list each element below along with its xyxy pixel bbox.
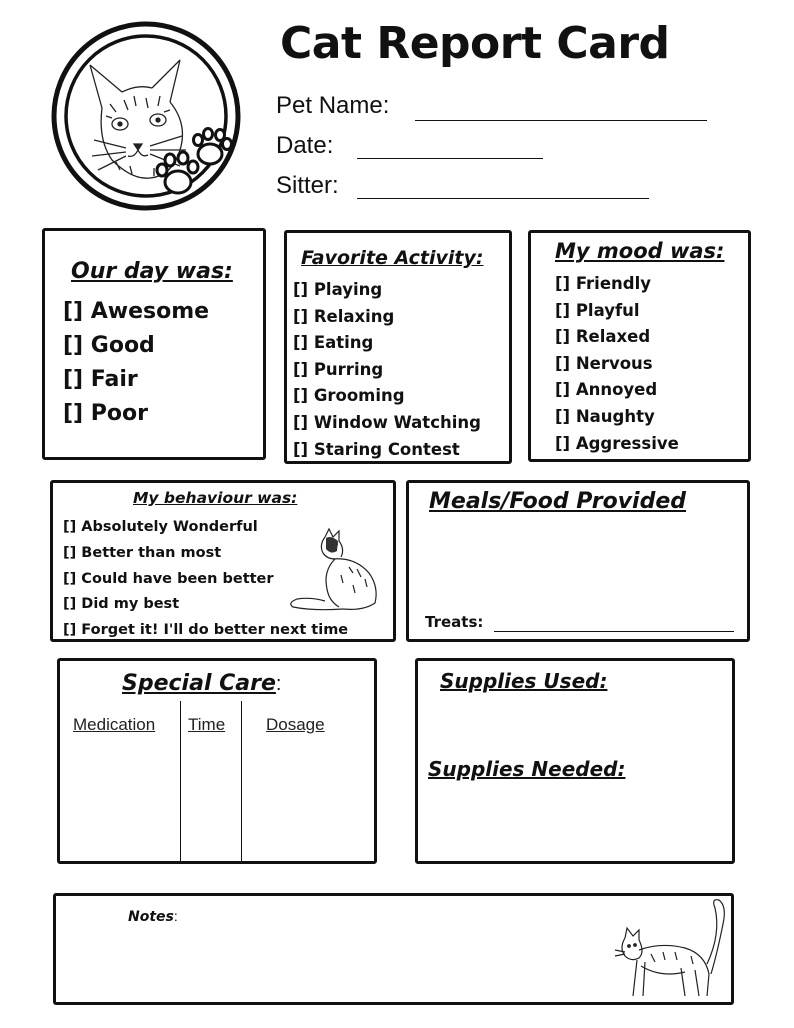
notes-box bbox=[53, 893, 734, 1005]
meals-box bbox=[406, 480, 750, 642]
treats-label: Treats: bbox=[425, 613, 484, 631]
supplies-used-heading: Supplies Used: bbox=[440, 669, 608, 693]
behaviour-option-could-be-better[interactable]: [] Could have been better bbox=[63, 570, 274, 587]
our-day-option-awesome[interactable]: [] Awesome bbox=[63, 299, 210, 324]
mood-option-naughty[interactable]: [] Naughty bbox=[555, 406, 655, 426]
our-day-box bbox=[42, 228, 266, 460]
medication-column-header: Medication bbox=[73, 715, 156, 734]
our-day-option-fair[interactable]: [] Fair bbox=[63, 367, 138, 392]
activity-option-relaxing[interactable]: [] Relaxing bbox=[293, 306, 395, 326]
standing-cat-illustration-icon bbox=[611, 894, 731, 1004]
activity-option-playing[interactable]: [] Playing bbox=[293, 280, 383, 299]
time-column-header: Time bbox=[188, 715, 226, 734]
mood-option-playful[interactable]: [] Playful bbox=[555, 300, 640, 320]
pet-name-field[interactable] bbox=[415, 120, 707, 121]
activity-option-window-watching[interactable]: [] Window Watching bbox=[293, 412, 481, 432]
mood-option-friendly[interactable]: [] Friendly bbox=[555, 274, 651, 293]
date-field[interactable] bbox=[357, 158, 543, 159]
our-day-option-poor[interactable]: [] Poor bbox=[63, 401, 148, 426]
mood-option-nervous[interactable]: [] Nervous bbox=[555, 353, 653, 373]
notes-title bbox=[128, 906, 178, 925]
notes-label: Notes bbox=[128, 909, 174, 925]
special-care-box bbox=[57, 658, 377, 864]
behaviour-option-better-than-most[interactable]: [] Better than most bbox=[63, 544, 222, 561]
supplies-needed-heading: Supplies Needed: bbox=[428, 757, 626, 781]
favorite-activity-options bbox=[293, 277, 481, 463]
mood-heading: My mood was: bbox=[555, 239, 725, 263]
behaviour-option-wonderful[interactable]: [] Absolutely Wonderful bbox=[63, 519, 258, 535]
activity-option-staring-contest[interactable]: [] Staring Contest bbox=[293, 439, 460, 459]
mood-option-relaxed[interactable]: [] Relaxed bbox=[555, 327, 651, 347]
favorite-activity-box bbox=[284, 230, 512, 464]
notes-colon: : bbox=[173, 908, 178, 924]
pet-name-label: Pet Name: bbox=[276, 92, 390, 119]
our-day-option-good[interactable]: [] Good bbox=[63, 333, 155, 358]
cat-face-paw-logo-icon bbox=[50, 20, 242, 212]
behaviour-box bbox=[50, 480, 396, 642]
mood-option-annoyed[interactable]: [] Annoyed bbox=[555, 380, 658, 400]
mood-box bbox=[528, 230, 751, 462]
date-label: Date: bbox=[276, 132, 334, 159]
column-divider bbox=[241, 701, 242, 864]
activity-option-eating[interactable]: [] Eating bbox=[293, 333, 374, 353]
column-divider bbox=[180, 701, 181, 864]
special-care-heading: Special Care bbox=[122, 671, 276, 696]
mood-options bbox=[555, 271, 679, 457]
special-care-title bbox=[122, 671, 281, 696]
supplies-box bbox=[415, 658, 735, 864]
our-day-options bbox=[63, 295, 209, 431]
dosage-column-header: Dosage bbox=[266, 715, 325, 734]
meals-heading: Meals/Food Provided bbox=[429, 489, 686, 514]
treats-field[interactable] bbox=[494, 631, 734, 632]
special-care-colon: : bbox=[275, 673, 282, 695]
sitter-field[interactable] bbox=[357, 198, 649, 199]
activity-option-grooming[interactable]: [] Grooming bbox=[293, 386, 405, 406]
mood-option-aggressive[interactable]: [] Aggressive bbox=[555, 433, 679, 453]
activity-option-purring[interactable]: [] Purring bbox=[293, 359, 384, 379]
behaviour-heading: My behaviour was: bbox=[133, 489, 298, 507]
page-title: Cat Report Card bbox=[280, 18, 670, 69]
favorite-activity-heading: Favorite Activity: bbox=[301, 247, 484, 269]
behaviour-option-did-my-best[interactable]: [] Did my best bbox=[63, 596, 180, 613]
our-day-heading: Our day was: bbox=[71, 259, 233, 284]
sitter-label: Sitter: bbox=[276, 172, 339, 199]
sitting-cat-illustration-icon bbox=[283, 527, 383, 613]
behaviour-option-forget-it[interactable]: [] Forget it! I'll do better next time bbox=[63, 622, 349, 639]
